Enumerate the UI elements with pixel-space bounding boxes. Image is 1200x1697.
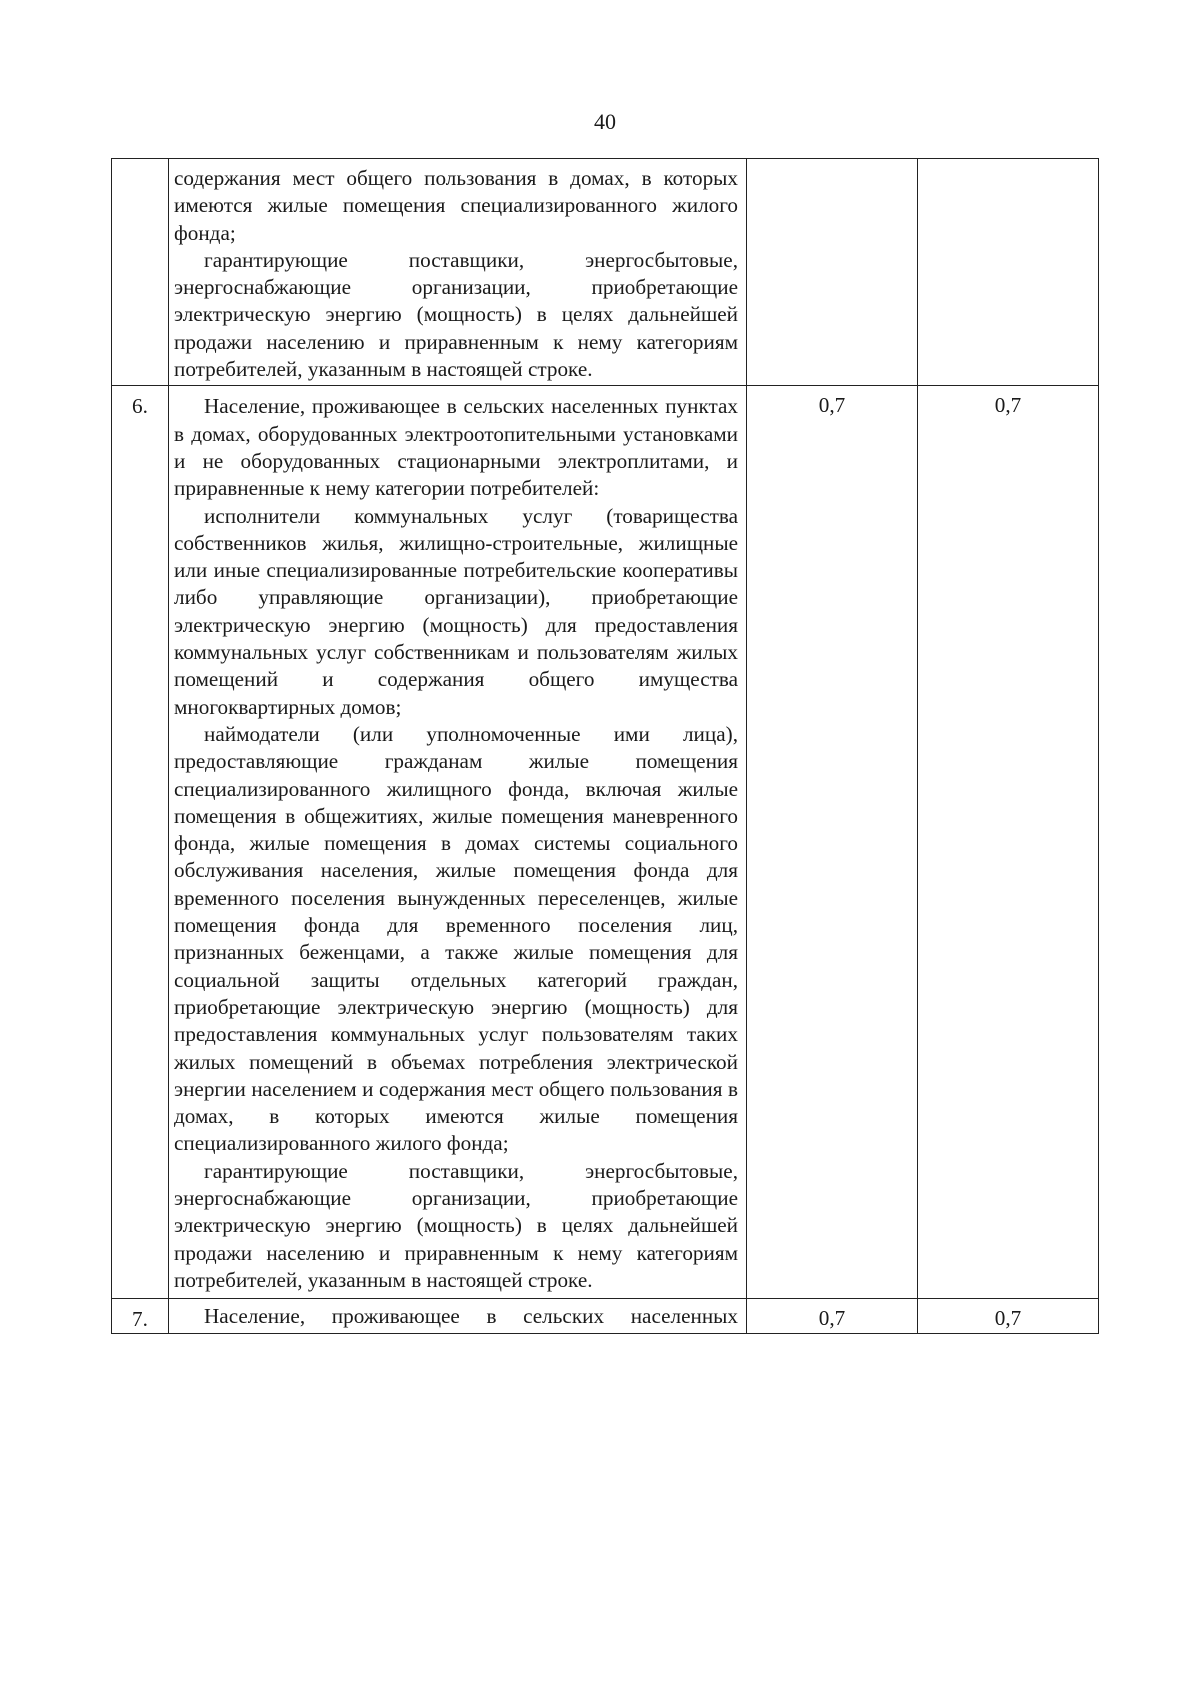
table-row-continuation — [112, 159, 1099, 386]
tariff-table — [111, 158, 1099, 1334]
row-value-1: 0,7 — [747, 1299, 918, 1334]
description-paragraph: исполнители коммунальных услуг (товарищества собственников жилья, жилищно-строительные, жилищные или иные специализированные потребительские кооперативы либо управляющие организации), приобретающие электрическую энергию (мощность) для предоставления коммунальных услуг собственникам и пользователям жилых помещений и содержания общего имущества многоквартирных домов; — [174, 503, 738, 719]
row-value-2 — [918, 159, 1099, 386]
row-number: 7. — [112, 1299, 169, 1334]
row-description — [169, 159, 747, 386]
row-number: 6. — [112, 386, 169, 1299]
row-value-1: 0,7 — [747, 386, 918, 1299]
description-paragraph: гарантирующие поставщики, энергосбытовые, энергоснабжающие организации, приобретающие электрическую энергию (мощность) в целях дальнейшей продажи населению и приравненным к нему категориям потребителей, указанным в настоящей строке. — [174, 1158, 738, 1292]
row-value-2: 0,7 — [918, 386, 1099, 1299]
description-paragraph: гарантирующие поставщики, энергосбытовые, энергоснабжающие организации, приобретающие электрическую энергию (мощность) в целях дальнейшей продажи населению и приравненным к нему категориям потребителей, указанным в настоящей строке. — [174, 247, 738, 382]
row-value-2: 0,7 — [918, 1299, 1099, 1334]
row-value-1 — [747, 159, 918, 386]
row-description — [169, 386, 747, 1299]
table-row-7 — [112, 1299, 1099, 1334]
row-description — [169, 1299, 747, 1334]
description-paragraph: Население, проживающее в сельских населенных — [204, 1304, 738, 1329]
description-paragraph: содержания мест общего пользования в домах, в которых имеются жилые помещения специализированного жилого фонда; — [174, 166, 738, 245]
page-number: 40 — [594, 109, 616, 134]
description-paragraph: Население, проживающее в сельских населенных пунктах в домах, оборудованных электроотопительными установками и не оборудованных стационарными электроплитами, и приравненные к нему категории потребителей: — [174, 394, 738, 501]
table-row-6 — [112, 386, 1099, 1299]
row-number — [112, 159, 169, 386]
description-paragraph: наймодатели (или уполномоченные ими лица), предоставляющие гражданам жилые помещения специализированного жилищного фонда, включая жилые помещения в общежитиях, жилые помещения маневренного фонда, жилые помещения в домах системы социального обслуживания населения, жилые помещения фонда для временного поселения вынужденных переселенцев, жилые помещения фонда для временного поселения лиц, признанных беженцами, а также жилые помещения для социальной защиты отдельных категорий граждан, приобретающие электрическую энергию (мощность) для предоставления коммунальных услуг пользователям таких жилых помещений в объемах потребления электрической энергии населением и содержания мест общего пользования в домах, в которых имеются жилые помещения специализированного жилого фонда; — [174, 721, 738, 1156]
